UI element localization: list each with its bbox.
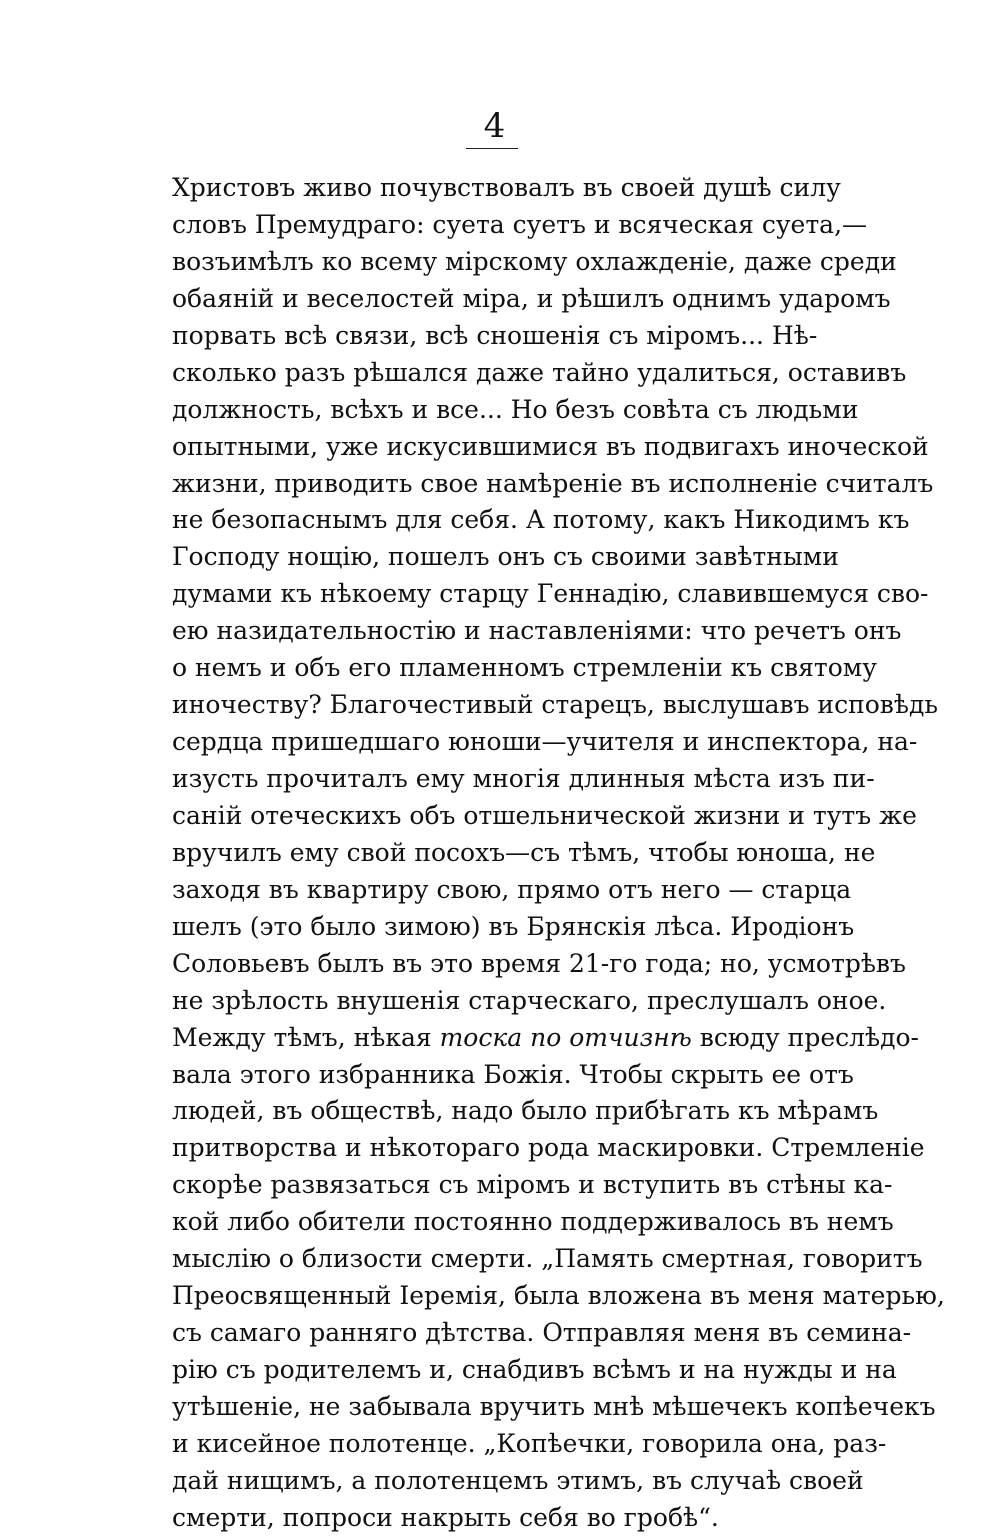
text-fragment: всюду преслѣдо- [699, 1022, 919, 1052]
text-line-with-italic [172, 1020, 919, 1057]
page-number: 4 [483, 106, 507, 146]
italic-phrase: тоска по отчизнѣ [439, 1022, 692, 1052]
page-number-rule [466, 148, 518, 149]
text-line: не безопаснымъ для себя. А потому, какъ Никодимъ къ [172, 505, 910, 535]
text-line: людей, въ обществѣ, надо было прибѣгать къ мѣрамъ [172, 1096, 879, 1126]
text-line: должность, всѣхъ и все... Но безъ совѣта съ людьми [172, 394, 859, 424]
text-line: саній отеческихъ объ отшельнической жизни и тутъ же [172, 800, 917, 830]
text-line: мыслію о близости смерти. „Память смертная, говоритъ [172, 1244, 923, 1274]
text-line: жизни, приводить свое намѣреніе въ исполненіе считалъ [172, 468, 934, 498]
text-line: словъ Премудраго: суета суетъ и всяческая суета,— [172, 209, 868, 239]
text-line: иночеству? Благочестивый старецъ, выслушавъ исповѣдь [172, 690, 938, 720]
body-text [172, 170, 945, 1537]
text-line: съ самаго ранняго дѣтства. Отправляя меня въ семина- [172, 1318, 912, 1348]
text-line: утѣшеніе, не забывала вручить мнѣ мѣшечекъ копѣечекъ [172, 1391, 936, 1421]
text-line: возъимѣлъ ко всему мірскому охлажденіе, даже среди [172, 246, 897, 276]
text-line: сколько разъ рѣшался даже тайно удалиться, оставивъ [172, 357, 907, 387]
text-line: смерти, попроси накрыть себя во гробѣ“. [172, 1502, 719, 1532]
text-line: Господу нощію, пошелъ онъ съ своими завѣтными [172, 542, 839, 572]
text-line: дай нищимъ, а полотенцемъ этимъ, въ случаѣ своей [172, 1465, 864, 1495]
text-line: скорѣе развязаться съ міромъ и вступить въ стѣны ка- [172, 1170, 893, 1200]
text-line: и кисейное полотенце. „Копѣечки, говорила она, раз- [172, 1428, 887, 1458]
text-line: шелъ (это было зимою) въ Брянскія лѣса. Иродіонъ [172, 911, 855, 941]
text-line: Преосвященный Іеремія, была вложена въ меня матерью, [172, 1281, 945, 1311]
text-line: вала этого избранника Божія. Чтобы скрыть ее отъ [172, 1059, 854, 1089]
text-line: думами къ нѣкоему старцу Геннадію, славившемуся сво- [172, 579, 929, 609]
text-line: опытными, уже искусившимися въ подвигахъ иноческой [172, 431, 929, 461]
text-line: Христовъ живо почувствовалъ въ своей душѣ силу [172, 173, 841, 202]
text-line: притворства и нѣкотораго рода маскировки. Стремленіе [172, 1133, 925, 1163]
text-line: порвать всѣ связи, всѣ сношенія съ міромъ... Нѣ- [172, 320, 818, 350]
text-line: вручилъ ему свой посохъ—съ тѣмъ, чтобы юноша, не [172, 837, 876, 867]
text-fragment: Между тѣмъ, нѣкая [172, 1022, 432, 1052]
text-line: кой либо обители постоянно поддерживалось въ немъ [172, 1207, 894, 1237]
text-line: заходя въ квартиру свою, прямо отъ него — старца [172, 874, 852, 904]
text-line: о немъ и объ его пламенномъ стремленіи къ святому [172, 653, 877, 683]
text-line: ею назидательностію и наставленіями: что речетъ онъ [172, 616, 902, 646]
text-line: не зрѣлость внушенія старческаго, преслушалъ оное. [172, 985, 887, 1015]
text-line: изусть прочиталъ ему многія длинныя мѣста изъ пи- [172, 764, 875, 793]
text-line: обаяній и веселостей міра, и рѣшилъ однимъ ударомъ [172, 283, 891, 313]
text-line: Соловьевъ былъ въ это время 21-го года; но, усмотрѣвъ [172, 948, 906, 978]
text-line: рію съ родителемъ и, снабдивъ всѣмъ и на нужды и на [172, 1355, 897, 1384]
text-line: сердца пришедшаго юноши—учителя и инспектора, на- [172, 727, 918, 757]
